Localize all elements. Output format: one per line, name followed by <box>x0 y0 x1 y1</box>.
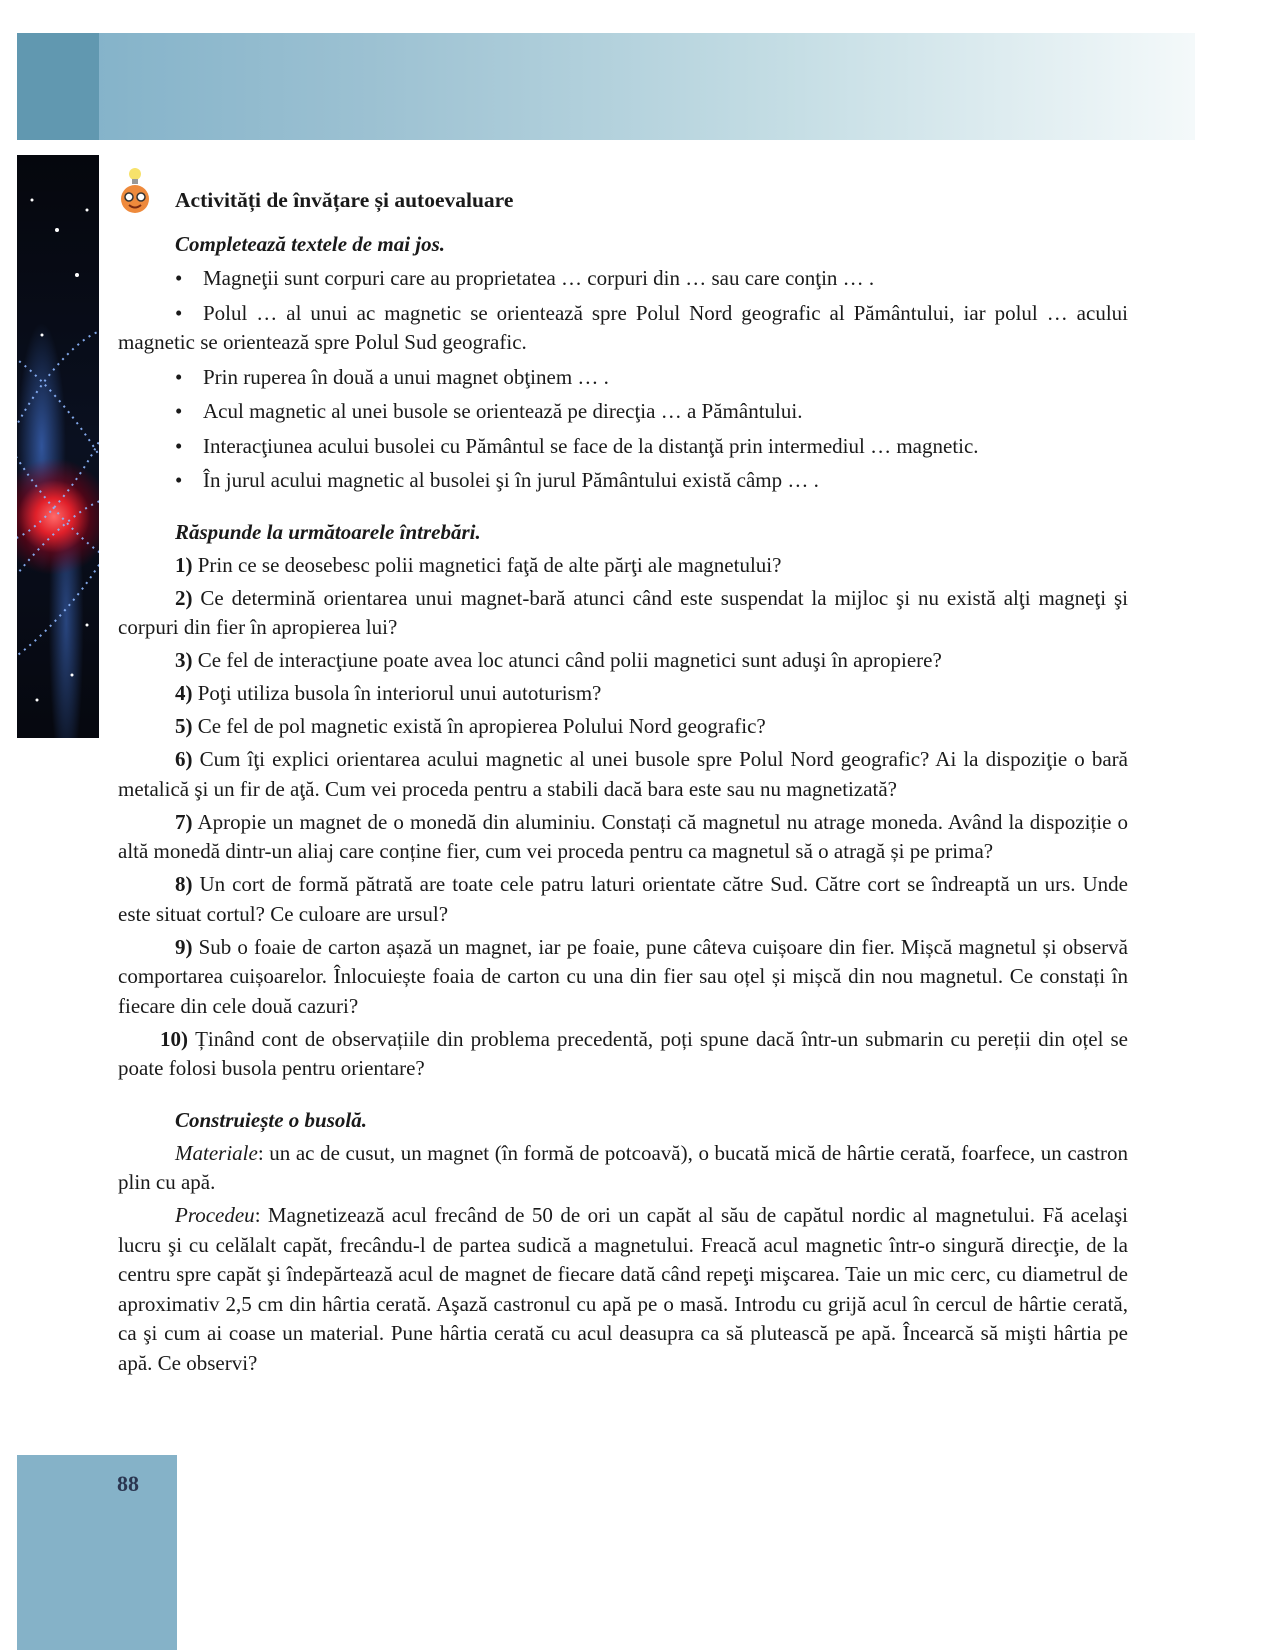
header-banner <box>17 33 1195 140</box>
bullet-item: • Magneţii sunt corpuri care au proprietatea … corpuri din … sau care conţin … . <box>175 266 875 290</box>
page-number: 88 <box>117 1471 139 1496</box>
atom-stars-illustration <box>17 155 99 738</box>
header-banner-accent <box>17 33 99 140</box>
question-item: 5) Ce fel de pol magnetic există în apropierea Polului Nord geografic? <box>175 714 766 738</box>
question-item: 7) Apropie un magnet de o monedă din aluminiu. Constați că magnetul nu atrage moneda. Având la dispoziție o altă monedă dintr-un aliaj care conține fier, cum vei proceda pentru ca magnetul să o atragă și pe prima? <box>118 809 1129 863</box>
complete-heading: Completează textele de mai jos. <box>175 231 446 256</box>
section-title: Activități de învățare și autoevaluare <box>175 188 514 212</box>
question-item: 8) Un cort de formă pătrată are toate cele patru laturi orientate către Sud. Către cort se îndreaptă un urs. Unde este situat cortul? Ce culoare are ursul? <box>118 872 1128 926</box>
question-item: 9) Sub o foaie de carton așază un magnet, iar pe foaie, pune câteva cuișoare din fier. Mișcă magnetul și observă comportarea cuișoarelor. Înlocuiește foaia de carton cu una din fier sau oțel și mișcă din nou magnetul. Ce constați în fiecare din cele două cazuri? <box>118 934 1128 1018</box>
question-item: 4) Poţi utiliza busola în interiorul unui autoturism? <box>175 681 602 705</box>
materials-paragraph: Materiale: un ac de cusut, un magnet (în formă de potcoavă), o bucată mică de hârtie cerată, foarfece, un castron plin cu apă. <box>118 1140 1128 1194</box>
bullet-item: • Interacţiunea acului busolei cu Pământul se face de la distanţă prin intermediul … magnetic. <box>175 433 979 458</box>
side-decorative-image <box>17 155 99 738</box>
question-item: 10) Ținând cont de observațiile din problema precedentă, poți spune dacă într-un submarin cu pereții din oțel se poate folosi busola pentru orientare? <box>118 1026 1128 1080</box>
bullet-item: • Polul … al unui ac magnetic se orientează spre Polul Nord geografic al Pământului, iar polul … acului magnetic se orientează spre Polul Sud geografic. <box>118 300 1128 354</box>
questions-heading: Răspunde la următoarele întrebări. <box>175 519 481 544</box>
page-content <box>118 186 1128 1378</box>
procedure-paragraph: Procedeu: Magnetizează acul frecând de 50 de ori un capăt al său de capătul nordic al magnetului. Fă acelaşi lucru şi cu celălalt capăt, frecându-l de partea sudică a magnetului. Freacă acul magnetic într-o singură direcţie, de la centru spre capăt şi îndepărtează acul de magnet de fiecare dată când repeţi mişcarea. Taie un mic cerc, cu diametrul de aproximativ 2,5 cm din hârtia cerată. Aşază castronul cu apă pe o masă. Introdu cu grijă acul în cercul de hârtie cerată, ca şi cum ai coase un material. Pune hârtia cerată cu acul deasupra ca să plutească pe apă. Încearcă să mişti hârtia pe apă. Ce observi? <box>118 1203 1128 1375</box>
build-heading: Construiește o busolă. <box>175 1107 367 1132</box>
question-item: 6) Cum îţi explici orientarea acului magnetic al unei busole spre Polul Nord geografic? Ai la dispoziţie o bară metalică şi un fir de aţă. Cum vei proceda pentru a stabili dacă bara este sau nu magnetizată? <box>118 747 1128 801</box>
question-item: 3) Ce fel de interacţiune poate avea loc atunci când polii magnetici sunt aduşi în apropiere? <box>175 648 942 672</box>
page-number-box <box>17 1455 177 1650</box>
bullet-item: • Acul magnetic al unei busole se orientează pe direcţia … a Pământului. <box>175 399 803 423</box>
question-item: 1) Prin ce se deosebesc polii magnetici faţă de alte părţi ale magnetului? <box>175 552 782 577</box>
bullet-item: • Prin ruperea în două a unui magnet obţinem … . <box>175 364 609 389</box>
question-item: 2) Ce determină orientarea unui magnet-bară atunci când este suspendat la mijloc şi nu există alţi magneţi şi corpuri din fier în apropierea lui? <box>118 585 1129 639</box>
bullet-item: • În jurul acului magnetic al busolei şi în jurul Pământului există câmp … . <box>175 468 819 492</box>
